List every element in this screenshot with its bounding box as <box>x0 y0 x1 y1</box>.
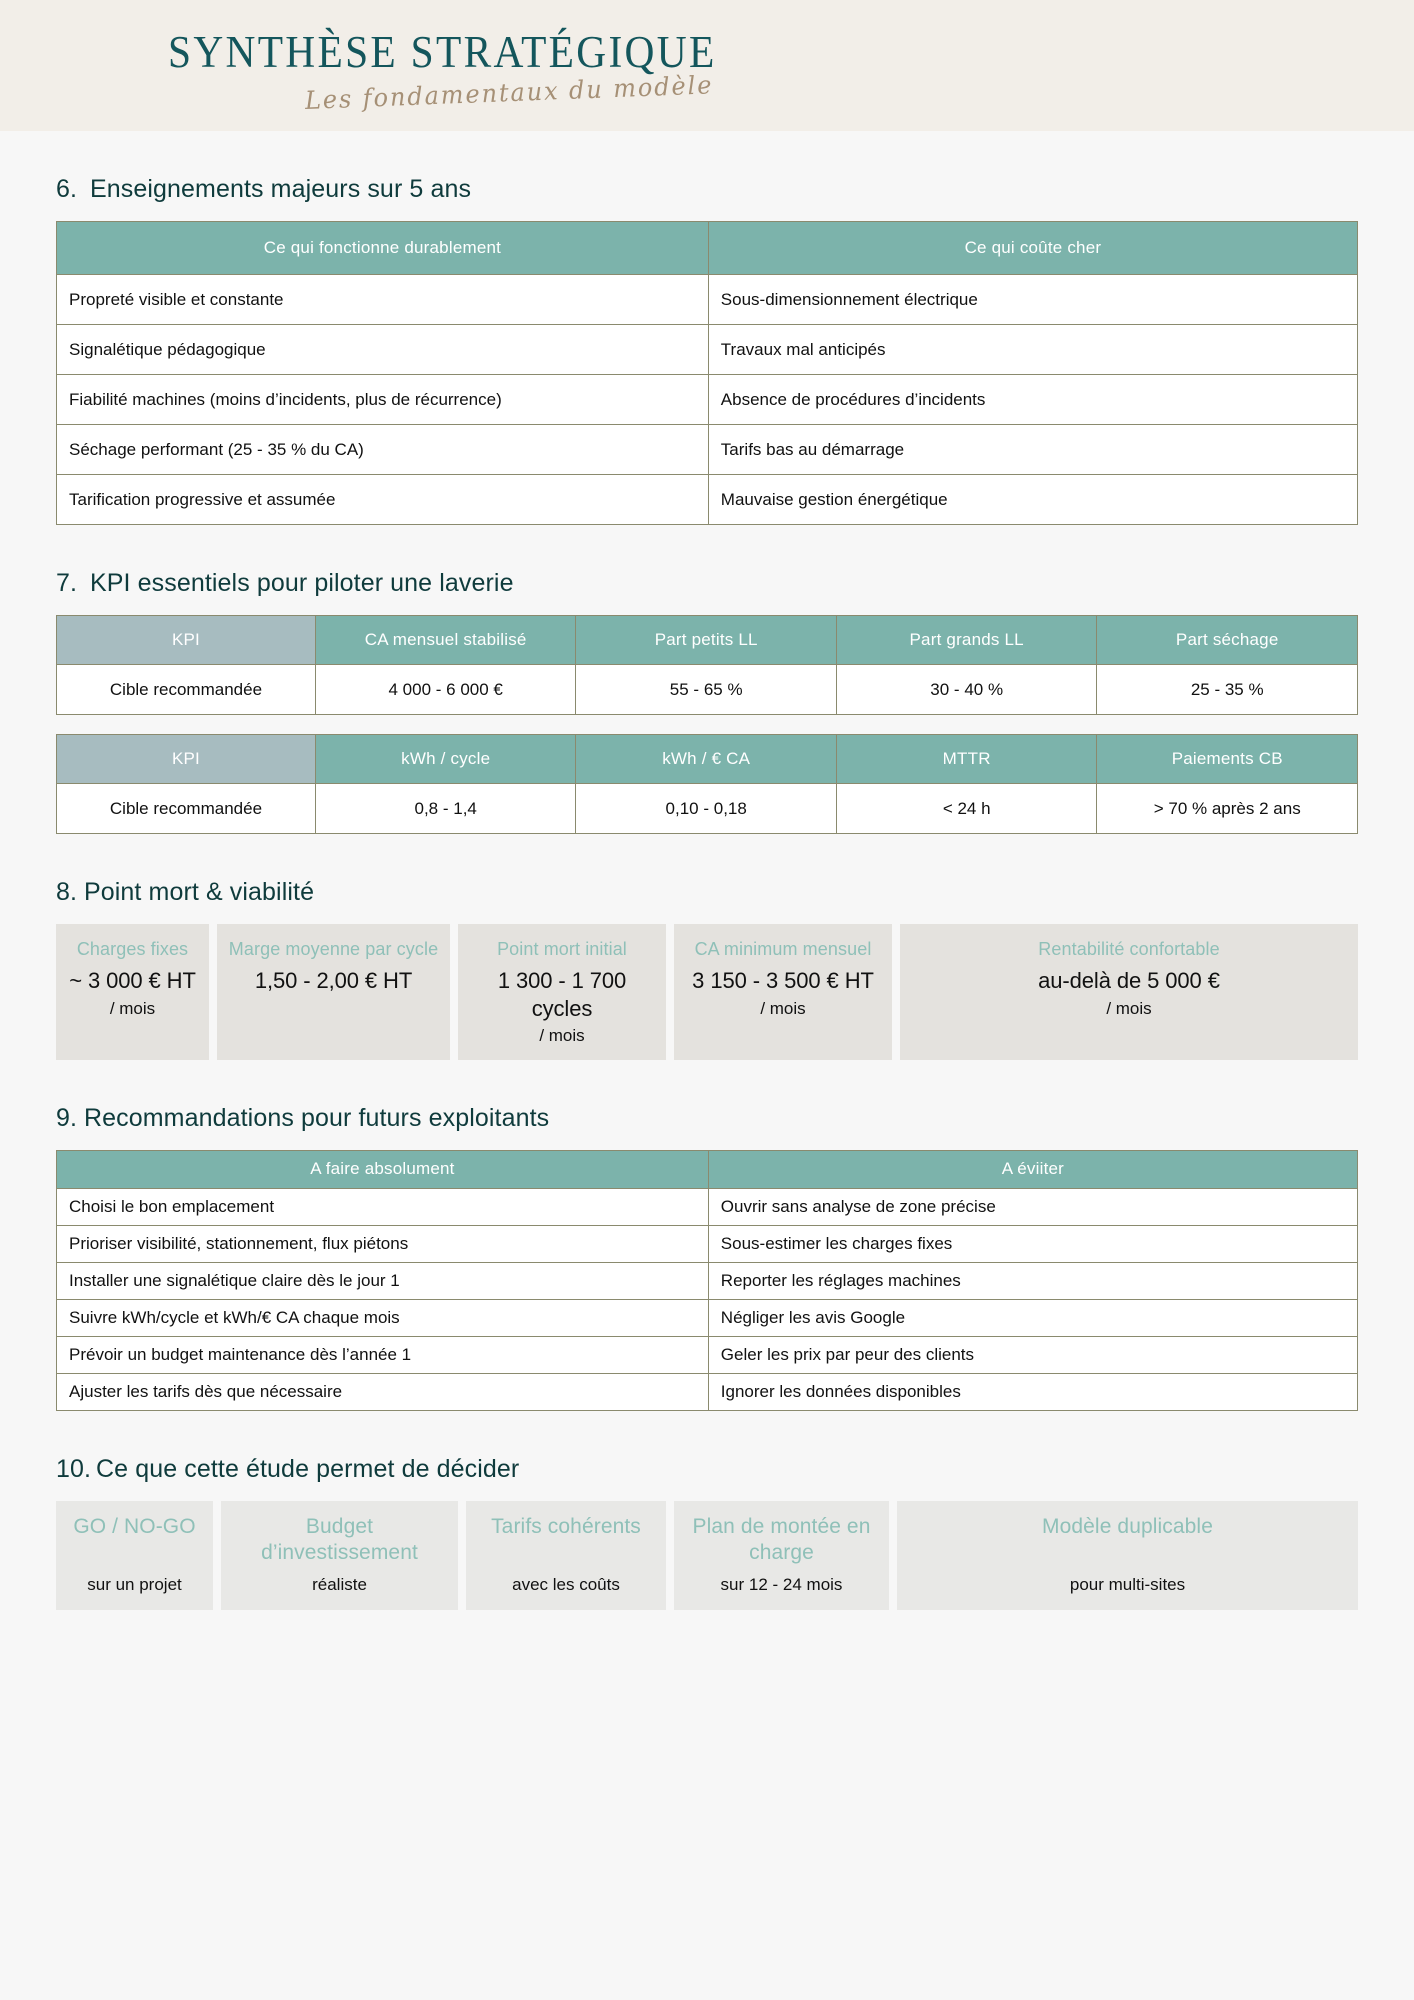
section-title-8: Point mort & viabilité <box>84 878 315 906</box>
card-sub: / mois <box>109 998 156 1018</box>
header-banner <box>0 0 1414 131</box>
cell-fonctionne: Tarification progressive et assumée <box>57 475 709 525</box>
cell-a-eviter: Geler les prix par peur des clients <box>708 1336 1357 1373</box>
card-value: 3 150 - 3 500 € HT <box>692 968 874 994</box>
cell-part-petits-ll: 55 - 65 % <box>576 665 837 715</box>
table-enseignements <box>56 221 1358 525</box>
card-sub: / mois <box>1106 998 1152 1018</box>
column-header-part-petits-ll: Part petits LL <box>576 616 837 665</box>
section-heading-6 <box>56 175 1358 204</box>
cell-coute: Travaux mal anticipés <box>708 325 1357 375</box>
cell-a-faire: Prévoir un budget maintenance dès l’année 1 <box>57 1336 709 1373</box>
page-title: SYNTHÈSE STRATÉGIQUE <box>168 27 717 77</box>
section-number-6: 6. <box>56 175 78 203</box>
cell-part-grands-ll: 30 - 40 % <box>836 665 1097 715</box>
cell-coute: Mauvaise gestion énergétique <box>708 475 1357 525</box>
card-rentabilite-confortable <box>900 924 1358 1060</box>
section-number-8: 8. <box>56 878 78 906</box>
cell-fonctionne: Signalétique pédagogique <box>57 325 709 375</box>
card-point-mort-initial <box>458 924 666 1060</box>
column-header-kpi: KPI <box>57 616 316 665</box>
cell-fonctionne: Fiabilité machines (moins d’incidents, plus de récurrence) <box>57 375 709 425</box>
card-charges-fixes <box>56 924 209 1060</box>
cell-coute: Sous-dimensionnement électrique <box>708 275 1357 325</box>
section-heading-9 <box>56 1104 1358 1133</box>
section-number-10: 10. <box>56 1454 92 1483</box>
breakeven-card-row <box>56 924 1358 1060</box>
card-label: Budget d’investissement <box>261 1514 418 1564</box>
cell-coute: Tarifs bas au démarrage <box>708 425 1357 475</box>
card-label: Charges fixes <box>76 939 189 959</box>
table-kpi-secondary <box>56 734 1358 834</box>
column-header-paiements-cb: Paiements CB <box>1097 735 1358 784</box>
card-sub: / mois <box>760 998 806 1018</box>
card-value: 1,50 - 2,00 € HT <box>254 968 413 994</box>
column-header-kwh-euro-ca: kWh / € CA <box>576 735 837 784</box>
cell-ca-mensuel: 4 000 - 6 000 € <box>315 665 576 715</box>
card-value: 1 300 - 1 700 cycles <box>497 968 627 1021</box>
card-ca-minimum-mensuel <box>674 924 892 1060</box>
table-row <box>57 325 1358 375</box>
table-header-row <box>57 735 1358 784</box>
column-header-ca-mensuel: CA mensuel stabilisé <box>315 616 576 665</box>
column-header-coute: Ce qui coûte cher <box>708 222 1357 275</box>
section-title-6: Enseignements majeurs sur 5 ans <box>90 175 472 203</box>
cell-mttr: < 24 h <box>836 784 1097 834</box>
table-row <box>57 1373 1358 1410</box>
page-content <box>0 175 1414 1690</box>
section-title-9: Recommandations pour futurs exploitants <box>84 1103 550 1132</box>
cell-kpi-label: Cible recommandée <box>57 665 316 715</box>
cell-fonctionne: Propreté visible et constante <box>57 275 709 325</box>
section-number-9: 9. <box>56 1103 78 1132</box>
card-label: Rentabilité confortable <box>1038 939 1220 959</box>
table-header-row <box>57 616 1358 665</box>
section-number-7: 7. <box>56 569 78 597</box>
cell-a-faire: Choisi le bon emplacement <box>57 1188 709 1225</box>
card-label: Plan de montée en charge <box>692 1514 871 1564</box>
table-row <box>57 1188 1358 1225</box>
cell-a-eviter: Ignorer les données disponibles <box>708 1373 1357 1410</box>
table-row <box>57 1225 1358 1262</box>
card-label: Modèle duplicable <box>1042 1514 1213 1538</box>
cell-a-faire: Installer une signalétique claire dès le jour 1 <box>57 1262 709 1299</box>
column-header-a-faire: A faire absolument <box>57 1150 709 1188</box>
cell-a-faire: Prioriser visibilité, stationnement, flux piétons <box>57 1225 709 1262</box>
table-row <box>57 475 1358 525</box>
section-heading-7 <box>56 569 1358 598</box>
card-label: Point mort initial <box>497 939 627 959</box>
cell-kpi-label: Cible recommandée <box>57 784 316 834</box>
page-subtitle: Les fondamentaux du modèle <box>304 70 714 115</box>
section-10 <box>56 1455 1358 1690</box>
cell-fonctionne: Séchage performant (25 - 35 % du CA) <box>57 425 709 475</box>
card-sub: sur 12 - 24 mois <box>720 1575 843 1594</box>
table-recommandations <box>56 1150 1358 1411</box>
card-value: ~ 3 000 € HT <box>69 968 196 994</box>
column-header-mttr: MTTR <box>836 735 1097 784</box>
card-label: GO / NO-GO <box>73 1514 196 1538</box>
card-budget-investissement <box>221 1501 458 1610</box>
card-marge-moyenne <box>217 924 450 1060</box>
cell-a-eviter: Reporter les réglages machines <box>708 1262 1357 1299</box>
card-sub: réaliste <box>312 1575 367 1594</box>
table-header-row <box>57 222 1358 275</box>
card-go-no-go <box>56 1501 213 1610</box>
card-sub: avec les coûts <box>512 1575 620 1594</box>
card-sub: pour multi-sites <box>1069 1575 1186 1594</box>
table-header-row <box>57 1150 1358 1188</box>
table-row <box>57 1336 1358 1373</box>
table-row <box>57 665 1358 715</box>
cell-paiements-cb: > 70 % après 2 ans <box>1097 784 1358 834</box>
cell-a-eviter: Ouvrir sans analyse de zone précise <box>708 1188 1357 1225</box>
table-kpi-primary <box>56 615 1358 715</box>
card-modele-duplicable <box>897 1501 1358 1610</box>
card-sub: sur un projet <box>87 1575 182 1594</box>
table-row <box>57 425 1358 475</box>
cell-kwh-cycle: 0,8 - 1,4 <box>315 784 576 834</box>
cell-a-eviter: Sous-estimer les charges fixes <box>708 1225 1357 1262</box>
cell-coute: Absence de procédures d’incidents <box>708 375 1357 425</box>
table-row <box>57 275 1358 325</box>
table-row <box>57 1299 1358 1336</box>
card-value: au-delà de 5 000 € <box>1038 968 1220 994</box>
card-label: Marge moyenne par cycle <box>228 939 439 959</box>
column-header-fonctionne: Ce qui fonctionne durablement <box>57 222 709 275</box>
section-heading-10 <box>56 1455 1358 1484</box>
column-header-a-eviter: A éviiter <box>708 1150 1357 1188</box>
card-label: Tarifs cohérents <box>491 1514 641 1538</box>
decision-card-row <box>56 1501 1358 1610</box>
cell-a-eviter: Négliger les avis Google <box>708 1299 1357 1336</box>
section-title-10: Ce que cette étude permet de décider <box>96 1454 520 1483</box>
table-row <box>57 784 1358 834</box>
cell-kwh-euro-ca: 0,10 - 0,18 <box>576 784 837 834</box>
card-label: CA minimum mensuel <box>694 939 872 959</box>
card-plan-montee-en-charge <box>674 1501 889 1610</box>
column-header-part-sechage: Part séchage <box>1097 616 1358 665</box>
cell-a-faire: Ajuster les tarifs dès que nécessaire <box>57 1373 709 1410</box>
table-row <box>57 1262 1358 1299</box>
column-header-kpi: KPI <box>57 735 316 784</box>
cell-part-sechage: 25 - 35 % <box>1097 665 1358 715</box>
card-tarifs-coherents <box>466 1501 666 1610</box>
section-title-7: KPI essentiels pour piloter une laverie <box>90 569 514 597</box>
section-heading-8 <box>56 878 1358 907</box>
column-header-part-grands-ll: Part grands LL <box>836 616 1097 665</box>
card-sub: / mois <box>539 1025 585 1045</box>
cell-a-faire: Suivre kWh/cycle et kWh/€ CA chaque mois <box>57 1299 709 1336</box>
table-row <box>57 375 1358 425</box>
column-header-kwh-cycle: kWh / cycle <box>315 735 576 784</box>
